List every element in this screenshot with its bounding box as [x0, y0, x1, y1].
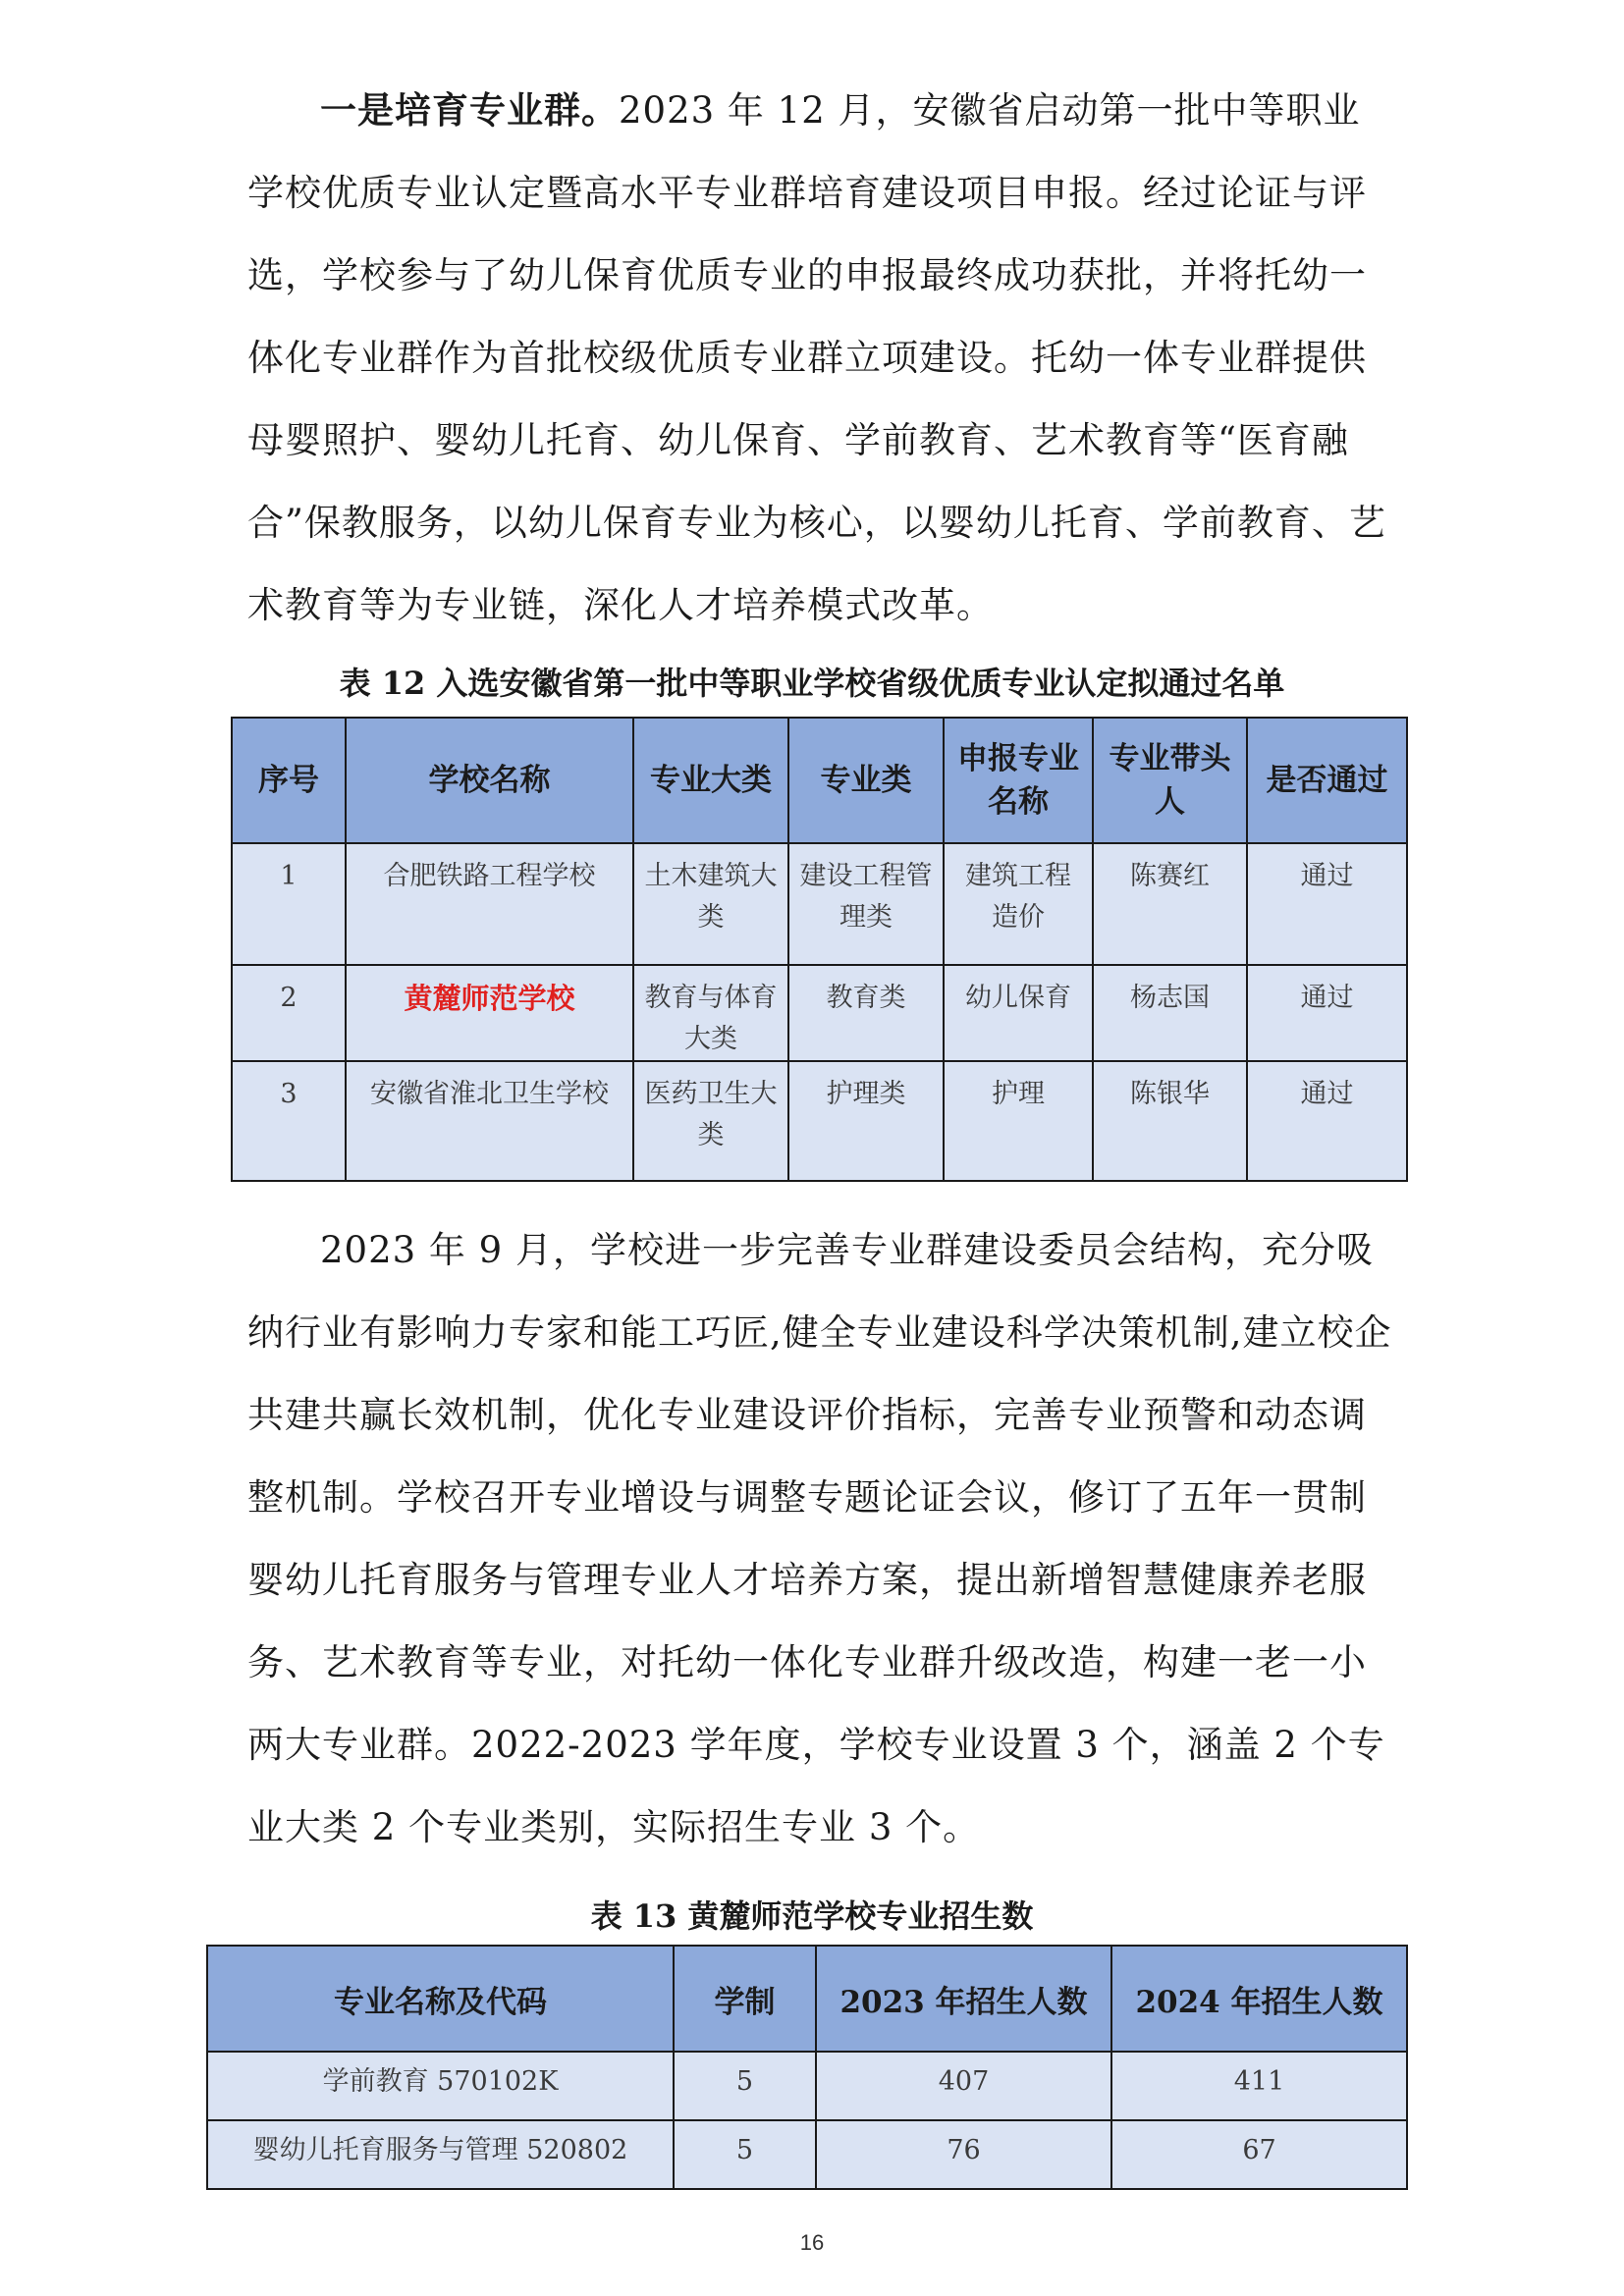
header-cell: 专业名称及代码 — [207, 1946, 674, 2052]
row-number: 2 — [232, 965, 346, 1061]
major-name-code: 学前教育 570102K — [207, 2052, 674, 2120]
table-header-row — [207, 1946, 1407, 2052]
major-name: 幼儿保育 — [944, 965, 1093, 1061]
school-name-highlighted: 黄麓师范学校 — [346, 965, 633, 1061]
paragraph-specialty-cluster — [247, 69, 1396, 647]
header-cell: 专业类 — [788, 718, 944, 843]
specialty-class: 建设工程管理类 — [788, 843, 944, 965]
table-header-row — [232, 718, 1407, 843]
school-name: 安徽省淮北卫生学校 — [346, 1061, 633, 1181]
row-number: 1 — [232, 843, 346, 965]
page-number: 16 — [799, 2230, 825, 2255]
paragraph-body: 2023 年 12 月，安徽省启动第一批中等职业学校优质专业认定暨高水平专业群培育建设项目申报。经过论证与评选，学校参与了幼儿保育优质专业的申报最终成功获批，并将托幼一体化专业群作为首批校级优质专业群立项建设。托幼一体专业群提供母婴照护、婴幼儿托育、幼儿保育、学前教育、艺术教育等“医育融合”保教服务，以幼儿保育专业为核心，以婴幼儿托育、学前教育、艺术教育等为专业链，深化人才培养模式改革。 — [247, 89, 1386, 626]
major-name-code: 婴幼儿托育服务与管理 520802 — [207, 2120, 674, 2189]
enrollment-2024: 411 — [1111, 2052, 1407, 2120]
table-13-caption: 表 13 黄麓师范学校专业招生数 — [590, 1897, 1034, 1935]
paragraph-committee-structure: 2023 年 9 月，学校进一步完善专业群建设委员会结构，充分吸纳行业有影响力专家和能工巧匠,健全专业建设科学决策机制,建立校企共建共赢长效机制，优化专业建设评价指标，完善专业预警和动态调整机制。学校召开专业增设与调整专题论证会议，修订了五年一贯制婴幼儿托育服务与管理专业人才培养方案，提出新增智慧健康养老服务、艺术教育等专业，对托幼一体化专业群升级改造，构建一老一小两大专业群。2022-2023 学年度，学校专业设置 3 个，涵盖 2 个专业大类 2 个专业类别，实际招生专业 3 个。 — [247, 1229, 1392, 1848]
specialty-category: 教育与体育大类 — [633, 965, 788, 1061]
table-row — [232, 843, 1407, 965]
leader-name: 杨志国 — [1093, 965, 1247, 1061]
table-row — [232, 965, 1407, 1061]
header-cell: 序号 — [232, 718, 346, 843]
program-years: 5 — [674, 2120, 816, 2189]
specialty-class: 护理类 — [788, 1061, 944, 1181]
program-years: 5 — [674, 2052, 816, 2120]
header-cell: 专业带头人 — [1093, 718, 1247, 843]
header-cell: 专业大类 — [633, 718, 788, 843]
pass-status: 通过 — [1247, 1061, 1407, 1181]
leader-name: 陈银华 — [1093, 1061, 1247, 1181]
header-cell: 学校名称 — [346, 718, 633, 843]
table-row — [207, 2120, 1407, 2189]
header-cell: 2023 年招生人数 — [816, 1946, 1111, 2052]
header-cell: 学制 — [674, 1946, 816, 2052]
leader-name: 陈赛红 — [1093, 843, 1247, 965]
specialty-category: 土木建筑大类 — [633, 843, 788, 965]
header-cell: 2024 年招生人数 — [1111, 1946, 1407, 2052]
paragraph-lead: 一是培育专业群。 — [320, 88, 619, 132]
table-row — [232, 1061, 1407, 1181]
enrollment-2023: 76 — [816, 2120, 1111, 2189]
pass-status: 通过 — [1247, 843, 1407, 965]
specialty-category: 医药卫生大类 — [633, 1061, 788, 1181]
header-cell: 是否通过 — [1247, 718, 1407, 843]
table-12-quality-specialty-list — [231, 717, 1408, 1182]
major-name: 护理 — [944, 1061, 1093, 1181]
school-name: 合肥铁路工程学校 — [346, 843, 633, 965]
table-13-enrollment — [206, 1945, 1408, 2190]
table-row — [207, 2052, 1407, 2120]
table-12-caption: 表 12 入选安徽省第一批中等职业学校省级优质专业认定拟通过名单 — [339, 665, 1285, 702]
enrollment-2023: 407 — [816, 2052, 1111, 2120]
row-number: 3 — [232, 1061, 346, 1181]
major-name: 建筑工程造价 — [944, 843, 1093, 965]
pass-status: 通过 — [1247, 965, 1407, 1061]
enrollment-2024: 67 — [1111, 2120, 1407, 2189]
specialty-class: 教育类 — [788, 965, 944, 1061]
header-cell: 申报专业名称 — [944, 718, 1093, 843]
